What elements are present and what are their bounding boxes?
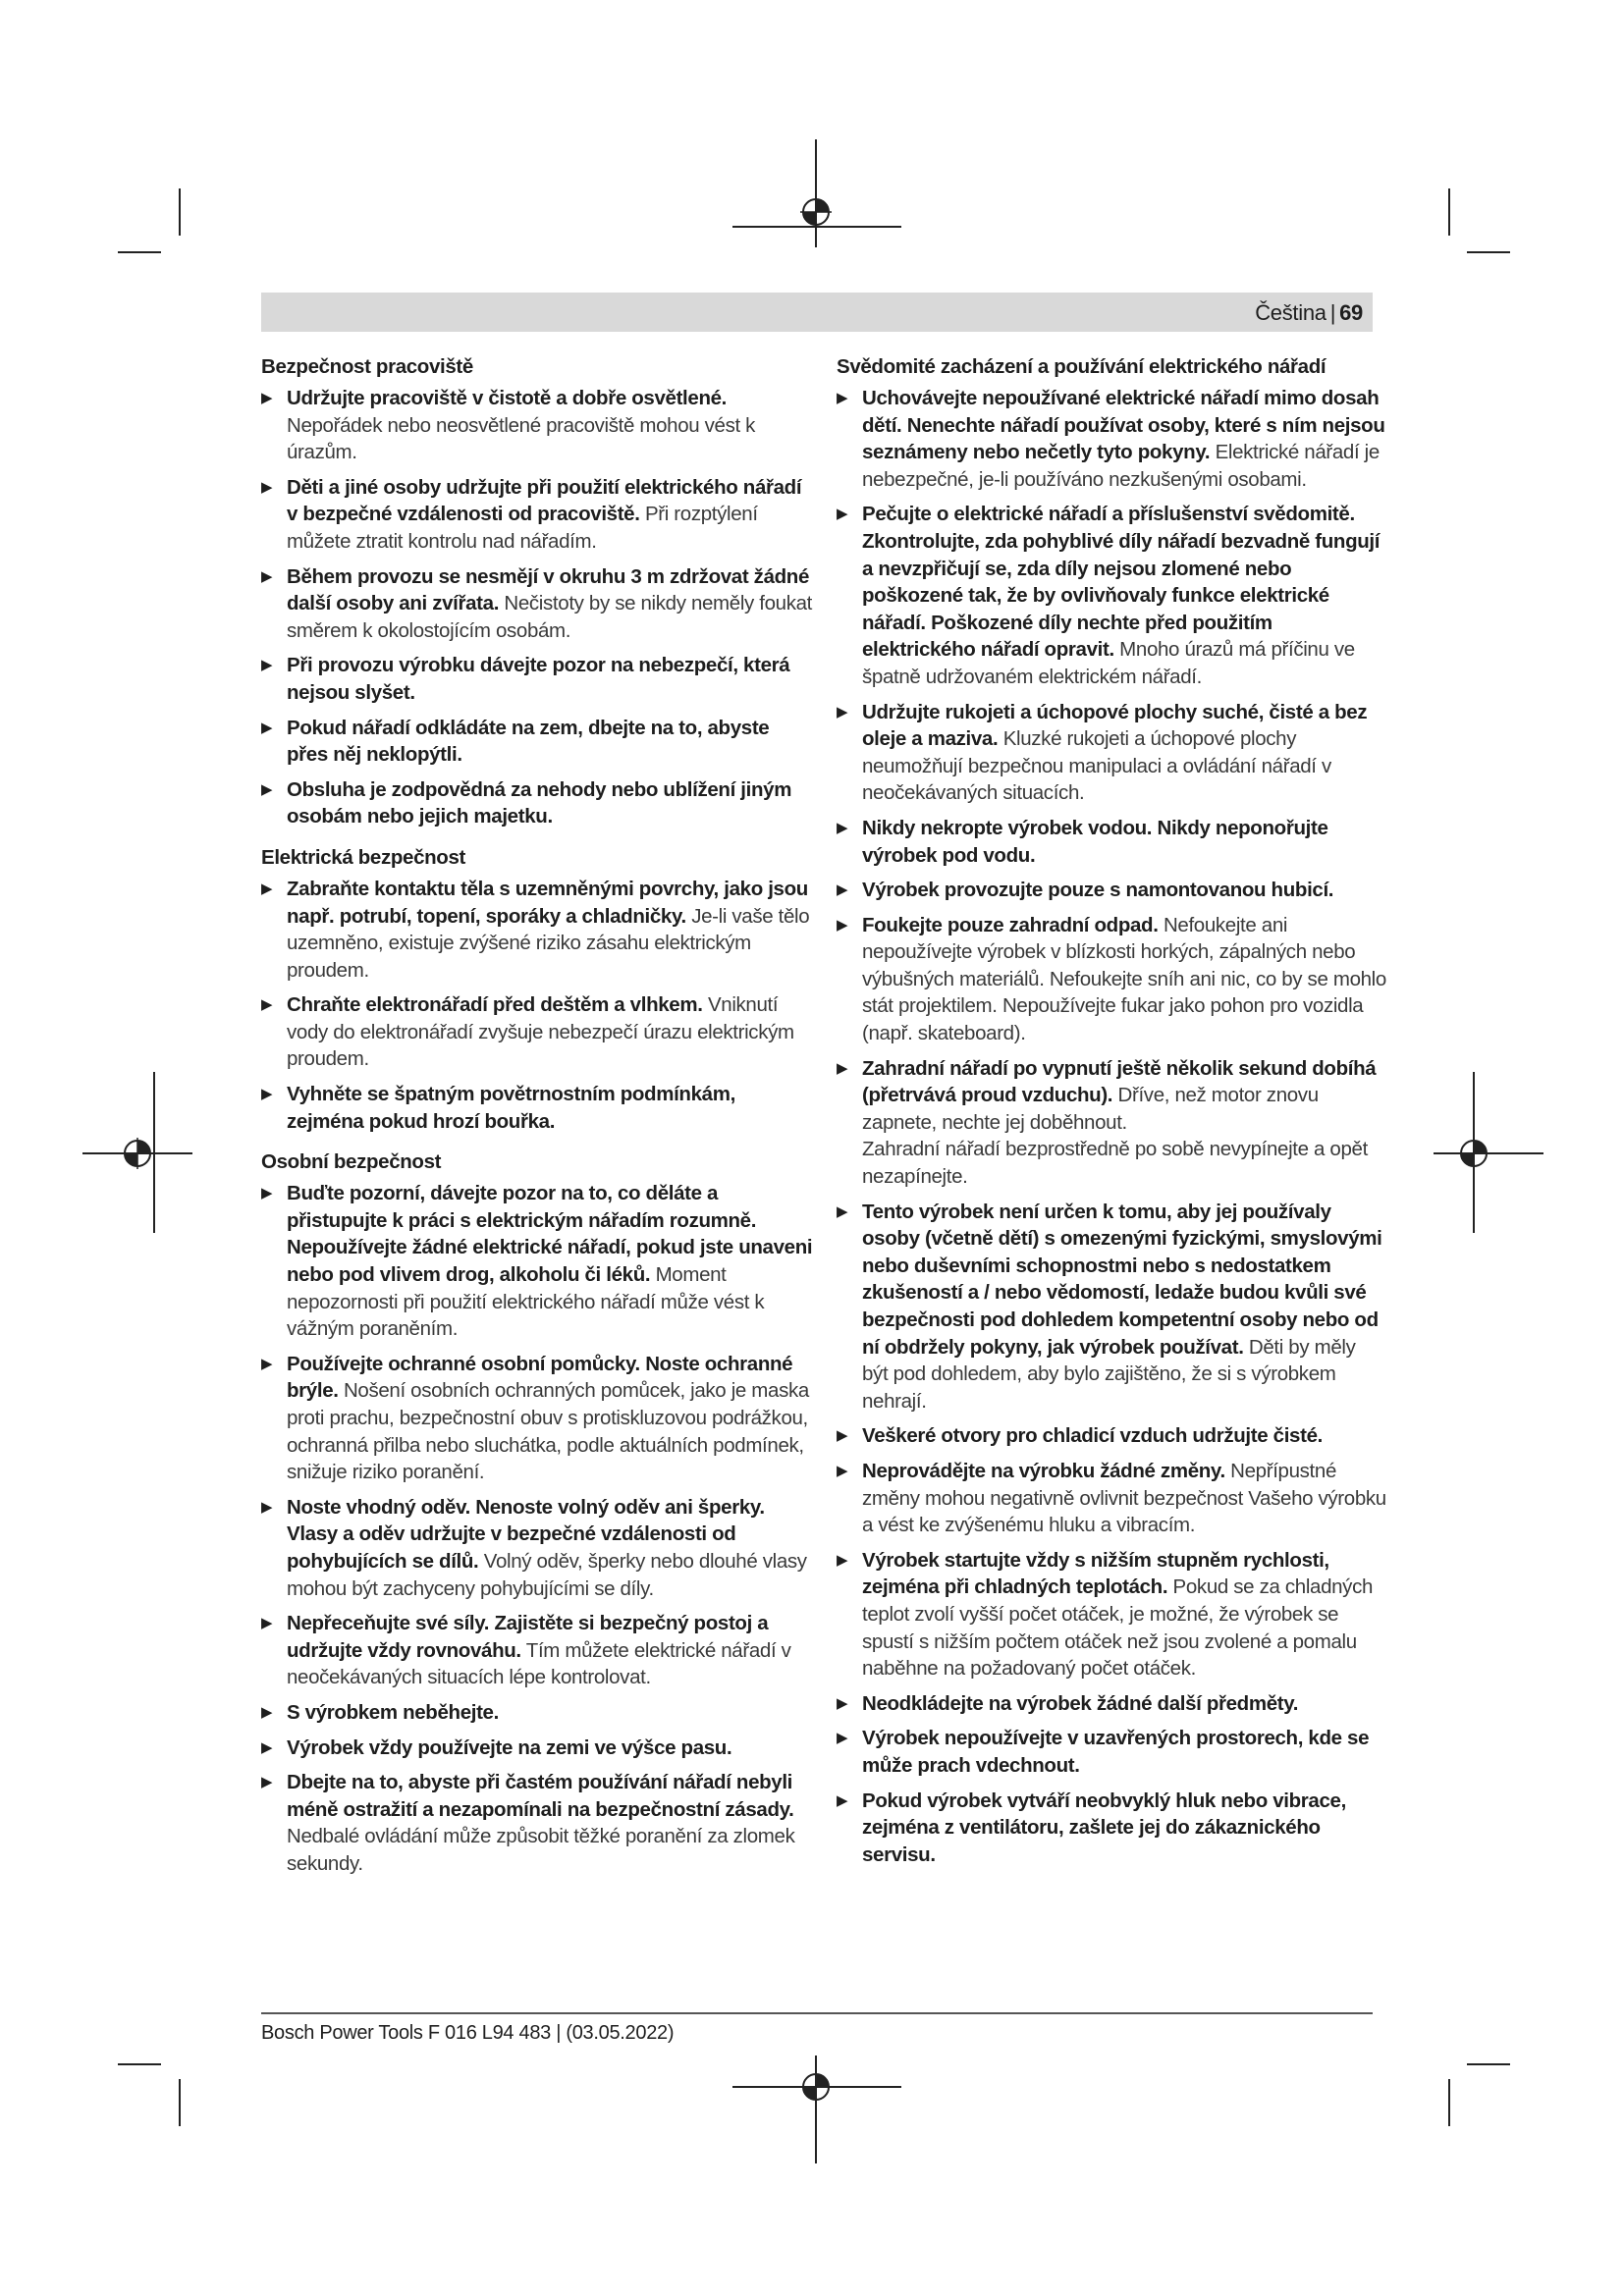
registration-target-icon xyxy=(800,196,832,228)
warning-text-bold: Buďte pozorní, dávejte pozor na to, co děláte a přistupujte k práci s elektrickým nářadím rozumně. Nepoužívejte žádné elektrické nářadí, pokud jste unaveni nebo pod vlivem drog, alkoholu či léků. xyxy=(287,1182,813,1287)
list-item xyxy=(261,385,813,466)
bullet-arrow-icon: ▶ xyxy=(261,1774,273,1791)
explanation-text: Mnoho úrazů má příčinu ve špatně udržovaném elektrickém nářadí. xyxy=(862,638,1355,688)
bullet-arrow-icon: ▶ xyxy=(261,478,273,496)
explanation-text: Dříve, než motor znovu zapnete, nechte jej doběhnout. xyxy=(862,1084,1319,1134)
page-header-bar xyxy=(261,293,1373,332)
crop-mark-bl-h xyxy=(118,2063,161,2065)
bullet-arrow-icon: ▶ xyxy=(837,1427,848,1445)
list-item xyxy=(837,1199,1386,1415)
warning-text-bold: Výrobek nepoužívejte v uzavřených prostorech, kde se může prach vdechnout. xyxy=(862,1727,1370,1777)
explanation-text: Nedbalé ovládání může způsobit těžké poranění za zlomek sekundy. xyxy=(287,1825,795,1875)
bullet-arrow-icon: ▶ xyxy=(837,1059,848,1077)
section-heading: Osobní bezpečnost xyxy=(261,1150,442,1174)
reg-mark-top-line-v xyxy=(815,139,817,247)
bullet-arrow-icon: ▶ xyxy=(837,1694,848,1712)
list-item xyxy=(261,474,813,556)
warning-text-bold: Pečujte o elektrické nářadí a příslušenství svědomitě. Zkontrolujte, zda pohyblivé díly nářadí bezvadně fungují a nevzpřičují se, zda díly nejsou zlomené nebo poškozené tak, že by ovlivňovaly funkce elektrické nářadí. Poškozené díly nechte před použitím elektrického nářadí opravit. xyxy=(862,503,1380,662)
warning-text-bold: S výrobkem neběhejte. xyxy=(287,1700,499,1724)
warning-text-bold: Při provozu výrobku dávejte pozor na nebezpečí, která nejsou slyšet. xyxy=(287,654,790,704)
bullet-list xyxy=(837,385,1386,1868)
list-item xyxy=(837,1458,1386,1539)
bullet-list xyxy=(261,876,813,1135)
registration-target-icon xyxy=(1458,1138,1489,1169)
page-footer: Bosch Power Tools F 016 L94 483 | (03.05.2022) xyxy=(261,2022,675,2044)
explanation-text: Pokud se za chladných teplot zvolí vyšší počet otáček, je možné, že výrobek se spustí s nižším počtem otáček než jsou zvolené a pomalu naběhne na požadovaný počet otáček. xyxy=(862,1575,1374,1681)
warning-text-bold: Neprovádějte na výrobku žádné změny. xyxy=(862,1459,1225,1482)
list-item xyxy=(837,1055,1386,1191)
bullet-arrow-icon: ▶ xyxy=(261,390,273,406)
warning-text-bold: Chraňte elektronářadí před deštěm a vlhkem. xyxy=(287,993,703,1017)
list-item xyxy=(261,1494,813,1602)
warning-text-bold: Zabraňte kontaktu těla s uzemněnými povrchy, jako jsou např. potrubí, topení, sporáky a chladničky. xyxy=(287,877,808,928)
bullet-arrow-icon: ▶ xyxy=(261,1703,273,1721)
list-item xyxy=(837,1788,1386,1869)
footer-rule xyxy=(261,2012,1373,2014)
bullet-arrow-icon: ▶ xyxy=(837,881,848,899)
list-item xyxy=(837,912,1386,1047)
list-item xyxy=(837,815,1386,869)
list-item xyxy=(261,776,813,830)
bullet-arrow-icon: ▶ xyxy=(837,1730,848,1747)
header-language: Čeština xyxy=(1255,300,1326,325)
crop-mark-tr-h xyxy=(1467,251,1510,253)
bullet-arrow-icon: ▶ xyxy=(261,1615,273,1632)
crop-mark-tl-v xyxy=(179,188,181,236)
bullet-arrow-icon: ▶ xyxy=(261,657,273,674)
list-item xyxy=(261,1610,813,1691)
explanation-text: Kluzké rukojeti a úchopové plochy neumožňují bezpečnou manipulaci a ovládání nářadí v neočekávaných situacích. xyxy=(862,727,1331,805)
bullet-list xyxy=(261,385,813,830)
list-item xyxy=(261,1769,813,1877)
warning-text-bold: Nikdy nekropte výrobek vodou. Nikdy neponořujte výrobek pod vodu. xyxy=(862,816,1328,867)
explanation-text: Děti by měly být pod dohledem, aby bylo zajištěno, že si s výrobkem nehrají. xyxy=(862,1335,1356,1413)
registration-target-icon xyxy=(800,2071,832,2103)
list-item xyxy=(837,501,1386,690)
list-item xyxy=(837,1690,1386,1718)
warning-text-bold: Používejte ochranné osobní pomůcky. Noste ochranné brýle. xyxy=(287,1352,793,1403)
warning-text-bold: Výrobek provozujte pouze s namontovanou hubicí. xyxy=(862,879,1334,902)
page-header xyxy=(1255,293,1373,332)
explanation-text: Při rozptýlení můžete ztratit kontrolu nad nářadím. xyxy=(287,503,758,553)
list-item xyxy=(837,385,1386,493)
warning-text-bold: Tento výrobek není určen k tomu, aby jej používaly osoby (včetně dětí) s omezenými fyzickými, smyslovými nebo duševními schopnostmi nebo s nedostatkem zkušeností a / nebo vědomostí, ledaže budou kvůli své bezpečnosti pod dohledem kompetentní osoby nebo od ní obdržely pokyny, jak výrobek používat. xyxy=(862,1200,1382,1359)
explanation-text: Nošení osobních ochranných pomůcek, jako je maska proti prachu, bezpečnostní obuv s protiskluzovou podrážkou, ochranná přilba nebo sluchátka, podle aktuálních podmínek, snižuje riziko poranění. xyxy=(287,1379,809,1484)
warning-text-bold: Obsluha je zodpovědná za nehody nebo ublížení jiným osobám nebo jejich majetku. xyxy=(287,777,792,828)
bullet-arrow-icon: ▶ xyxy=(837,916,848,934)
bullet-arrow-icon: ▶ xyxy=(261,719,273,736)
page-number: 69 xyxy=(1339,300,1363,325)
bullet-arrow-icon: ▶ xyxy=(261,567,273,585)
crop-mark-tr-v xyxy=(1448,188,1450,236)
bullet-arrow-icon: ▶ xyxy=(837,390,848,406)
warning-text-bold: Dbejte na to, abyste při častém používání nářadí nebyli méně ostražití a nezapomínali na bezpečnostní zásady. xyxy=(287,1771,794,1821)
warning-text-bold: Pokud nářadí odkládáte na zem, dbejte na to, abyste přes něj neklopýtli. xyxy=(287,716,770,767)
right-column xyxy=(837,353,1386,1876)
list-item xyxy=(261,1180,813,1343)
bullet-arrow-icon: ▶ xyxy=(837,703,848,721)
bullet-arrow-icon: ▶ xyxy=(261,880,273,897)
warning-text-bold: Pokud výrobek vytváří neobvyklý hluk nebo vibrace, zejména z ventilátoru, zašlete jej do zákaznického servisu. xyxy=(862,1789,1346,1866)
list-item xyxy=(261,991,813,1073)
list-item xyxy=(261,1699,813,1727)
section-heading: Svědomité zacházení a používání elektrického nářadí xyxy=(837,355,1326,378)
explanation-text: Nepořádek nebo neosvětlené pracoviště mohou vést k úrazům. xyxy=(287,413,756,464)
crop-mark-br-v xyxy=(1448,2079,1450,2126)
bullet-arrow-icon: ▶ xyxy=(261,1355,273,1372)
explanation-text: Nefoukejte ani nepoužívejte výrobek v blízkosti horkých, zápalných nebo výbušných materiálů. Nefoukejte sníh ani nic, co by se mohlo stát projektilem. Nepoužívejte fukar jako pohon pro vozidla (např. skateboard). xyxy=(862,913,1386,1045)
bullet-arrow-icon: ▶ xyxy=(837,1551,848,1569)
bullet-arrow-icon: ▶ xyxy=(261,1498,273,1516)
list-item xyxy=(261,1735,813,1762)
explanation-text: Moment nepozornosti při použití elektrického nářadí může vést k vážným poraněním. xyxy=(287,1263,765,1341)
explanation-text: Elektrické nářadí je nebezpečné, je-li používáno nezkušenými osobami. xyxy=(862,441,1380,491)
warning-text-bold: Nepřeceňujte své síly. Zajistěte si bezpečný postoj a udržujte vždy rovnováhu. xyxy=(287,1612,769,1662)
warning-text-bold: Udržujte rukojeti a úchopové plochy suché, čisté a bez oleje a maziva. xyxy=(862,700,1368,751)
list-item xyxy=(261,1081,813,1135)
explanation-text: Volný oděv, šperky nebo dlouhé vlasy mohou být zachyceny pohybujícími se díly. xyxy=(287,1549,807,1600)
list-item xyxy=(261,1351,813,1486)
explanation-text: Nečistoty by se nikdy neměly foukat směrem k okolostojícím osobám. xyxy=(287,592,813,642)
warning-text-bold: Neodkládejte na výrobek žádné další předměty. xyxy=(862,1691,1299,1715)
section-heading: Bezpečnost pracoviště xyxy=(261,355,473,378)
warning-text-bold: Noste vhodný oděv. Nenoste volný oděv ani šperky. Vlasy a oděv udržujte v bezpečné vzdálenosti od pohybujících se dílů. xyxy=(287,1495,765,1573)
warning-text-bold: Veškeré otvory pro chladicí vzduch udržujte čisté. xyxy=(862,1424,1323,1448)
warning-text-bold: Udržujte pracoviště v čistotě a dobře osvětlené. xyxy=(287,387,728,409)
bullet-arrow-icon: ▶ xyxy=(261,1086,273,1103)
warning-text-bold: Uchovávejte nepoužívané elektrické nářadí mimo dosah dětí. Nenechte nářadí používat osoby, které s ním nejsou seznámeny nebo nečetly tyto pokyny. xyxy=(862,387,1385,464)
section-heading: Elektrická bezpečnost xyxy=(261,845,465,869)
bullet-arrow-icon: ▶ xyxy=(261,1738,273,1756)
explanation-text: Vniknutí vody do elektronářadí zvyšuje nebezpečí úrazu elektrickým proudem. xyxy=(287,993,794,1071)
explanation-text: Nepřípustné změny mohou negativně ovlivnit bezpečnost Vašeho výrobku a vést ke zvýšenému hluku a vibracím. xyxy=(862,1459,1386,1537)
list-item xyxy=(261,715,813,769)
warning-text-bold: Výrobek vždy používejte na zemi ve výšce pasu. xyxy=(287,1735,732,1759)
crop-mark-br-h xyxy=(1467,2063,1510,2065)
warning-text-bold: Vyhněte se špatným povětrnostním podmínkám, zejména pokud hrozí bouřka. xyxy=(287,1083,735,1133)
list-item xyxy=(261,563,813,645)
bullet-arrow-icon: ▶ xyxy=(837,1791,848,1809)
bullet-arrow-icon: ▶ xyxy=(837,819,848,836)
list-item xyxy=(837,1547,1386,1682)
list-item xyxy=(837,699,1386,807)
header-separator: | xyxy=(1329,300,1336,325)
explanation-text-extra: Zahradní nářadí bezprostředně po sobě nevypínejte a opět nezapínejte. xyxy=(862,1138,1368,1189)
bullet-arrow-icon: ▶ xyxy=(261,780,273,798)
registration-target-icon xyxy=(122,1138,153,1169)
explanation-text: Tím můžete elektrické nářadí v neočekávaných situacích lépe kontrolovat. xyxy=(287,1638,791,1689)
warning-text-bold: Zahradní nářadí po vypnutí ještě několik sekund dobíhá (přetrvává proud vzduchu). xyxy=(862,1056,1377,1107)
bullet-arrow-icon: ▶ xyxy=(837,506,848,523)
bullet-arrow-icon: ▶ xyxy=(261,996,273,1014)
warning-text-bold: Během provozu se nesmějí v okruhu 3 m zdržovat žádné další osoby ani zvířata. xyxy=(287,564,810,615)
left-column xyxy=(261,353,813,1886)
list-item xyxy=(261,876,813,984)
crop-mark-tl-h xyxy=(118,251,161,253)
list-item xyxy=(837,1422,1386,1450)
warning-text-bold: Výrobek startujte vždy s nižším stupněm rychlosti, zejména při chladných teplotách. xyxy=(862,1548,1329,1599)
bullet-arrow-icon: ▶ xyxy=(837,1462,848,1479)
warning-text-bold: Foukejte pouze zahradní odpad. xyxy=(862,913,1159,936)
explanation-text: Je-li vaše tělo uzemněno, existuje zvýšené riziko zásahu elektrickým proudem. xyxy=(287,904,810,982)
crop-mark-bl-v xyxy=(179,2079,181,2126)
warning-text-bold: Děti a jiné osoby udržujte při použití elektrického nářadí v bezpečné vzdálenosti od pracoviště. xyxy=(287,475,802,526)
bullet-arrow-icon: ▶ xyxy=(261,1185,273,1202)
bullet-arrow-icon: ▶ xyxy=(837,1202,848,1220)
list-item xyxy=(837,877,1386,904)
list-item xyxy=(837,1725,1386,1779)
bullet-list xyxy=(261,1180,813,1877)
list-item xyxy=(261,652,813,706)
